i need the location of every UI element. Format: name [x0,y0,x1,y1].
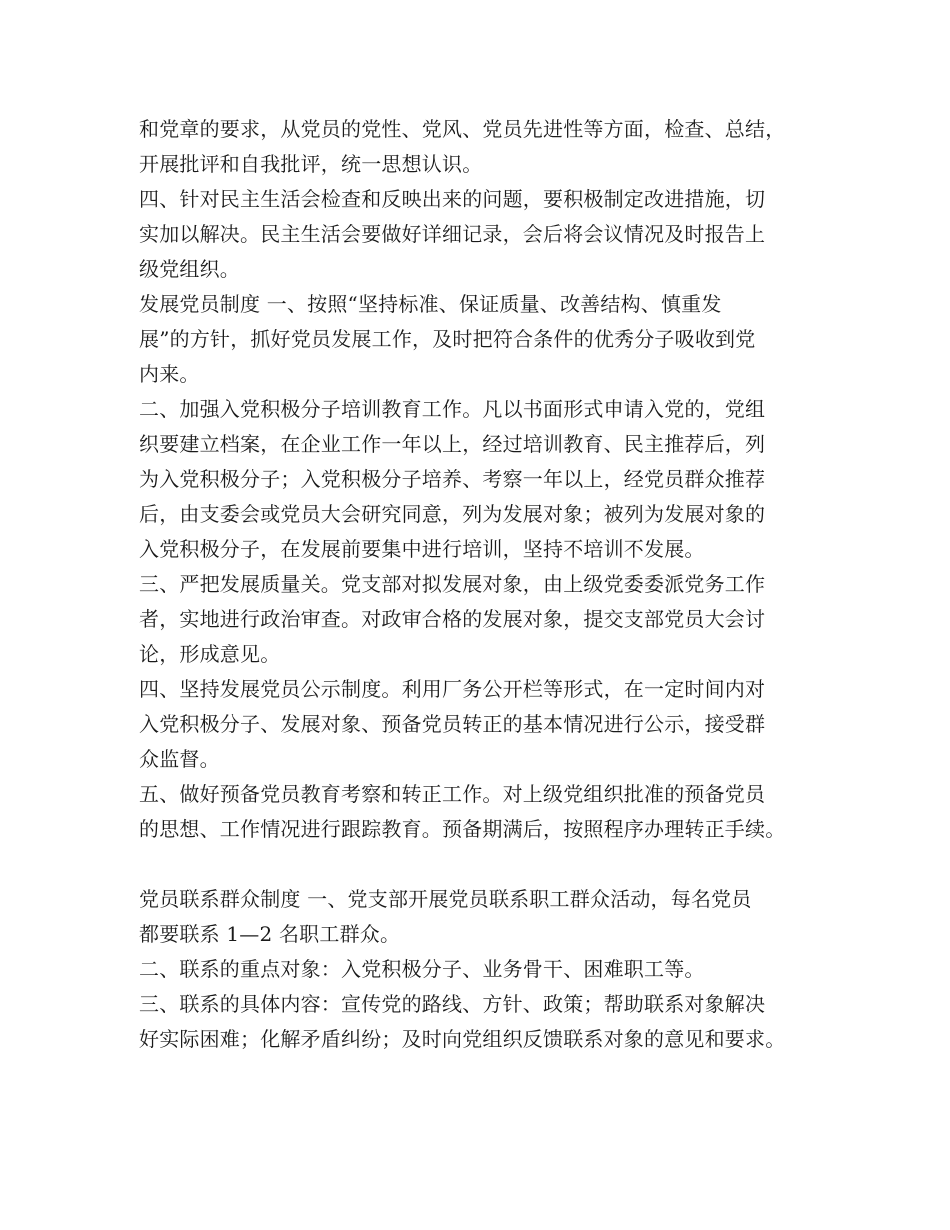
text-line: 发展党员制度 一、按照“坚持标准、保证质量、改善结构、慎重发 [139,292,722,316]
text-line: 都要联系 1—2 名职工群众。 [139,922,401,946]
document-body [139,112,839,1057]
text-line: 后，由支委会或党员大会研究同意，列为发展对象；被列为发展对象的 [139,502,766,526]
text-line: 展”的方针，抓好党员发展工作，及时把符合条件的优秀分子吸收到党 [139,327,756,351]
text-line: 论，形成意见。 [139,642,281,666]
text-line: 五、做好预备党员教育考察和转正工作。对上级党组织批准的预备党员 [139,782,766,806]
text-line: 为入党积极分子；入党积极分子培养、考察一年以上，经党员群众推荐 [139,467,766,491]
text-line: 党员联系群众制度 一、党支部开展党员联系职工群众活动，每名党员 [139,887,752,911]
text-line: 四、针对民主生活会检查和反映出来的问题，要积极制定改进措施，切 [139,187,766,211]
text-line: 众监督。 [139,747,220,771]
text-line: 级党组织。 [139,257,240,281]
text-line: 好实际困难；化解矛盾纠纷；及时向党组织反馈联系对象的意见和要求。 [139,1027,786,1051]
text-line: 四、坚持发展党员公示制度。利用厂务公开栏等形式，在一定时间内对 [139,677,766,701]
text-line: 实加以解决。民主生活会要做好详细记录，会后将会议情况及时报告上 [139,222,766,246]
text-line: 织要建立档案，在企业工作一年以上，经过培训教育、民主推荐后，列 [139,432,766,456]
text-line: 入党积极分子、发展对象、预备党员转正的基本情况进行公示，接受群 [139,712,766,736]
text-line: 内来。 [139,362,200,386]
text-line: 的思想、工作情况进行跟踪教育。预备期满后，按照程序办理转正手续。 [139,817,786,841]
text-line: 开展批评和自我批评，统一思想认识。 [139,152,483,176]
text-line: 者，实地进行政治审查。对政审合格的发展对象，提交支部党员大会讨 [139,607,766,631]
text-line: 三、联系的具体内容：宣传党的路线、方针、政策；帮助联系对象解决 [139,992,766,1016]
text-line: 和党章的要求，从党员的党性、党风、党员先进性等方面，检查、总结， [139,117,786,141]
text-line: 二、加强入党积极分子培训教育工作。凡以书面形式申请入党的，党组 [139,397,766,421]
text-line: 三、严把发展质量关。党支部对拟发展对象，由上级党委委派党务工作 [139,572,766,596]
text-line: 入党积极分子，在发展前要集中进行培训，坚持不培训不发展。 [139,537,705,561]
paragraph-gap [139,847,839,882]
text-line: 二、联系的重点对象：入党积极分子、业务骨干、困难职工等。 [139,957,705,981]
